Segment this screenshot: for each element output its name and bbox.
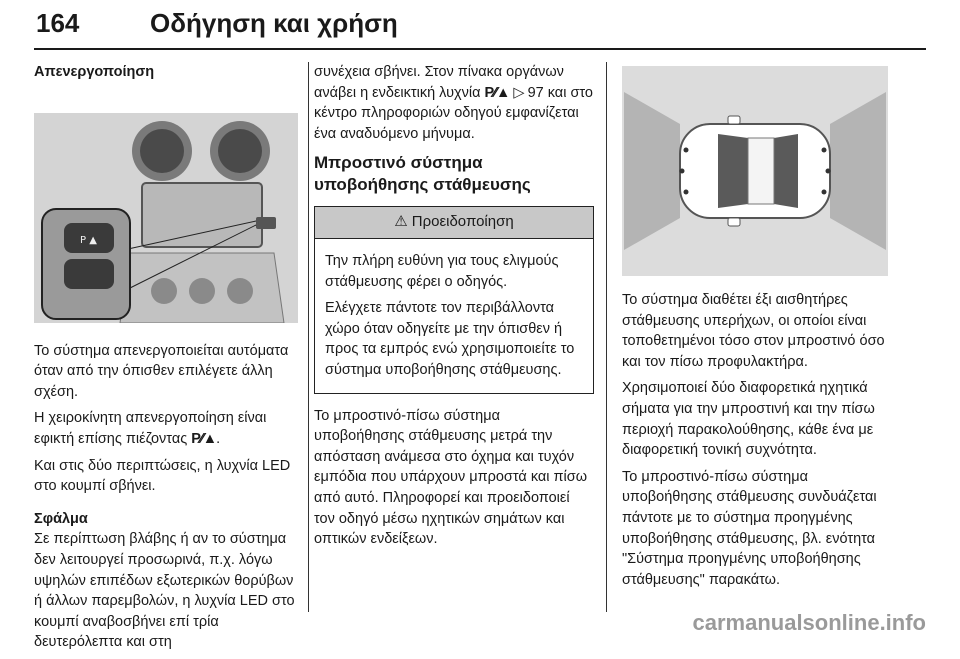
paragraph-fault: Σε περίπτωση βλάβης ή αν το σύστημα δεν λειτουργεί προσωρινά, π.χ. λόγω υψηλών επιπέδων εξωτερικών θορύβων ή άλλων παρεμβολών, η λυχνία LED στο κουμπί αναβοσβήνει επί τρία δευτερόλεπτα και στη: [34, 531, 295, 651]
warning-paragraph-2: Ελέγχετε πάντοτε τον περιβάλλοντα χώρο όταν οδηγείτε με την όπισθεν ή προς τα εμπρός ενώ χρησιμοποιείτε το σύστημα υποβοήθησης στάθμευσης.: [325, 300, 575, 378]
paragraph-combined-system: Το μπροστινό-πίσω σύστημα υποβοήθησης στάθμευσης συνδυάζεται πάντοτε με το σύστημα προηγμένης υποβοήθησης στάθμευσης, βλ. ενότητα "Σύστημα προηγμένης υποβοήθησης στάθμευσης" παρακάτω.: [622, 468, 877, 588]
chapter-title: Οδήγηση και χρήση: [150, 8, 398, 38]
dashboard-button-illustration: [34, 113, 298, 323]
paragraph-sensors: Το σύστημα διαθέτει έξι αισθητήρες στάθμευσης υπερήχων, οι οποίοι είναι τοποθετημένοι τόσο στον μπροστινό όσο και τον πίσω προφυλακτήρα.: [622, 292, 885, 370]
page-reference-icon: ▷: [513, 84, 525, 101]
page-number: 164: [36, 8, 80, 38]
watermark: carmanualsonline.info: [692, 610, 926, 635]
column-divider-1: [308, 62, 309, 612]
manual-off-end: .: [216, 430, 221, 447]
section-heading-front-parking-assist: Μπροστινό σύστημα υποβοήθησης στάθμευσης: [314, 153, 531, 195]
warning-header: [315, 207, 593, 239]
parking-assist-icon: P⁄⁄▲: [191, 430, 217, 447]
svg-text:P ▲: P ▲: [80, 234, 97, 246]
warning-body: [315, 239, 593, 393]
header-rule: [34, 48, 926, 50]
paragraph-auto-off: Το σύστημα απενεργοποιείται αυτόματα όταν από την όπισθεν επιλέγετε άλλη σχέση.: [34, 342, 289, 400]
paragraph-led-off: Και στις δύο περιπτώσεις, η λυχνία LED στο κουμπί σβήνει.: [34, 457, 291, 495]
column-divider-2: [606, 62, 607, 612]
paragraph-manual-off: [34, 408, 300, 449]
paragraph-system-description: Το μπροστινό-πίσω σύστημα υποβοήθησης στάθμευσης μετρά την απόσταση ανάμεσα στο όχημα και τυχόν εμπόδια που υπάρχουν μπροστά και πίσω από αυτό. Πληροφορεί και προειδοποιεί τον οδηγό μέσω ηχητικών σημάτων και οπτικών ενδείξεων.: [314, 407, 588, 548]
parking-assist-icon: P⁄⁄▲: [484, 84, 510, 101]
page-header: [34, 0, 926, 54]
warning-title: Προειδοποίηση: [411, 213, 514, 231]
column-middle: [314, 62, 594, 556]
column-left: [34, 62, 300, 659]
fault-heading: Σφάλμα: [34, 510, 88, 527]
manual-off-text: Η χειροκίνητη απενεργοποίηση είναι εφικτή επίσης πιέζοντας: [34, 410, 267, 447]
warning-triangle-icon: ⚠: [394, 213, 408, 231]
deactivation-heading: Απενεργοποίηση: [34, 64, 155, 80]
continuation-text-2: 97 και στο κέντρο πληροφοριών οδηγού εμφανίζεται ένα αναδυόμενο μήνυμα.: [314, 84, 593, 142]
warning-box: [314, 206, 594, 393]
column-right: [622, 62, 890, 596]
paragraph-continuation: [314, 62, 594, 144]
car-sensor-drawing: [622, 66, 888, 276]
paragraph-audio-signals: Χρησιμοποιεί δύο διαφορετικά ηχητικά σήματα για την μπροστινή και την πίσω περιοχή παρακολούθησης, κάθε ένα με διαφορετική τονική συχνότητα.: [622, 380, 875, 459]
sensor-coverage-illustration: [622, 66, 888, 276]
dashboard-drawing: [34, 113, 298, 323]
continuation-text-1: συνέχεια σβήνει. Στον πίνακα οργάνων ανάβει η ενδεικτική λυχνία: [314, 64, 564, 101]
warning-paragraph-1: Την πλήρη ευθύνη για τους ελιγμούς στάθμευσης φέρει ο οδηγός.: [325, 252, 559, 290]
